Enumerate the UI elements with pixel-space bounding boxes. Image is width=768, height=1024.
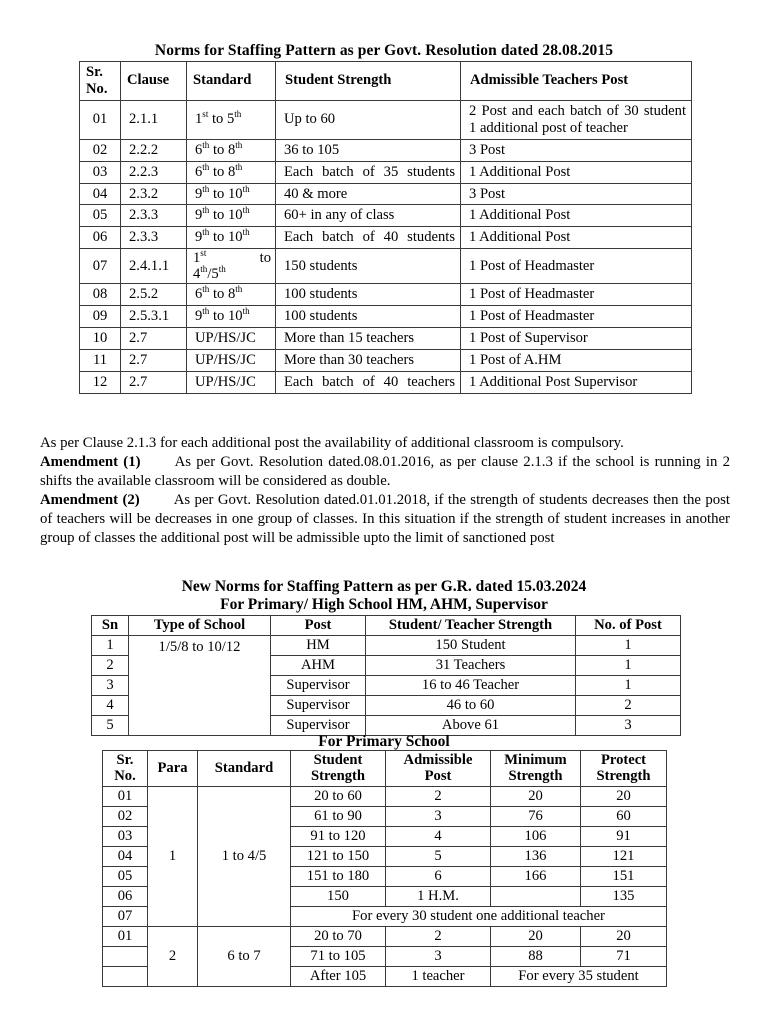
cell-admissible-post: 6 [386, 866, 491, 886]
amendment-1-label: Amendment (1) [40, 454, 141, 470]
cell-post: Supervisor [271, 695, 366, 715]
cell-sn: 3 [92, 675, 129, 695]
table-row [80, 227, 692, 249]
cell-student-strength: 91 to 120 [291, 826, 386, 846]
cell-no-of-post: 1 [576, 655, 681, 675]
cell-student-strength: 150 students [276, 249, 461, 284]
cell-clause: 2.7 [121, 372, 187, 394]
cell-no-of-post: 2 [576, 695, 681, 715]
cell-sr-no: 07 [103, 906, 148, 926]
cell-admissible-teachers-post: 2 Post and each batch of 30 student 1 additional post of teacher [461, 100, 692, 139]
cell-sr-no: 06 [80, 227, 121, 249]
cell-clause: 2.7 [121, 328, 187, 350]
cell-protect-strength: 91 [581, 826, 667, 846]
cell-admissible-post: 2 [386, 786, 491, 806]
primary-school-table [102, 750, 667, 987]
cell-admissible-teachers-post: 3 Post [461, 139, 692, 161]
table-header-row [80, 62, 692, 101]
cell-sr-no: 08 [80, 284, 121, 306]
table-row [80, 139, 692, 161]
cell-admissible-teachers-post: 1 Post of A.HM [461, 350, 692, 372]
cell-post: HM [271, 635, 366, 655]
clause-note: As per Clause 2.1.3 for each additional post the availability of additional classroom is compulsory. [40, 435, 624, 451]
cell-sr-no [103, 946, 148, 966]
column-header-type-of-school: Type of School [129, 616, 271, 636]
cell-student-strength: 71 to 105 [291, 946, 386, 966]
cell-student-strength: After 105 [291, 966, 386, 986]
cell-clause: 2.5.2 [121, 284, 187, 306]
table-header-row [92, 616, 681, 636]
cell-standard: 1 to 4/5 [198, 786, 291, 926]
cell-sr-no: 02 [103, 806, 148, 826]
cell-admissible-teachers-post: 1 Additional Post Supervisor [461, 372, 692, 394]
sr-no-line1: Sr. [116, 752, 134, 768]
cell-admissible-post: 1 H.M. [386, 886, 491, 906]
cell-sr-no: 07 [80, 249, 121, 284]
cell-admissible-post: 3 [386, 946, 491, 966]
cell-sr-no: 11 [80, 350, 121, 372]
amendment-2-label: Amendment (2) [40, 492, 140, 508]
column-header-minimum-strength [491, 751, 581, 787]
cell-every-35-student-note: For every 35 student [491, 966, 667, 986]
protect-strength-line1: Protect [600, 752, 647, 768]
cell-admissible-teachers-post: 1 Additional Post [461, 205, 692, 227]
cell-standard: 1st to 4th/5th [187, 249, 276, 284]
table-row [103, 926, 667, 946]
cell-minimum-strength: 76 [491, 806, 581, 826]
sr-no-line2: No. [86, 80, 108, 97]
cell-group-note: For every 30 student one additional teacher [291, 906, 667, 926]
cell-standard: 9th to 10th [187, 306, 276, 328]
page-title: Norms for Staffing Pattern as per Govt. Resolution dated 28.08.2015 [154, 42, 614, 59]
cell-clause: 2.2.2 [121, 139, 187, 161]
cell-student-strength: 100 students [276, 284, 461, 306]
cell-protect-strength: 121 [581, 846, 667, 866]
cell-clause: 2.4.1.1 [121, 249, 187, 284]
cell-type-of-school: 1/5/8 to 10/12 [129, 635, 271, 735]
cell-protect-strength: 20 [581, 926, 667, 946]
cell-standard: UP/HS/JC [187, 328, 276, 350]
protect-strength-line2: Strength [596, 768, 651, 785]
cell-admissible-teachers-post: 1 Post of Headmaster [461, 306, 692, 328]
cell-student-strength: 20 to 60 [291, 786, 386, 806]
cell-student-strength: 61 to 90 [291, 806, 386, 826]
cell-sr-no: 01 [80, 100, 121, 139]
table-row [92, 635, 681, 655]
cell-sr-no: 05 [103, 866, 148, 886]
cell-student-strength: Each batch of 40 teachers [276, 372, 461, 394]
table-row [80, 284, 692, 306]
cell-admissible-post: 5 [386, 846, 491, 866]
cell-minimum-strength: 166 [491, 866, 581, 886]
cell-sn: 1 [92, 635, 129, 655]
cell-admissible-teachers-post: 1 Additional Post [461, 161, 692, 183]
cell-sr-no: 03 [103, 826, 148, 846]
cell-sr-no: 04 [103, 846, 148, 866]
cell-protect-strength: 151 [581, 866, 667, 886]
cell-sr-no: 04 [80, 183, 121, 205]
cell-admissible-teachers-post: 1 Post of Supervisor [461, 328, 692, 350]
table-header-row [103, 751, 667, 787]
cell-standard: 9th to 10th [187, 183, 276, 205]
column-header-student-teacher-strength: Student/ Teacher Strength [366, 616, 576, 636]
cell-sn: 5 [92, 715, 129, 735]
cell-minimum-strength: 106 [491, 826, 581, 846]
cell-standard: 6 to 7 [198, 926, 291, 986]
column-header-sr-no [103, 751, 148, 787]
cell-student-strength: 121 to 150 [291, 846, 386, 866]
amendment-2-paragraph [40, 491, 730, 548]
column-header-standard: Standard [198, 751, 291, 787]
cell-standard: 9th to 10th [187, 227, 276, 249]
cell-sn: 2 [92, 655, 129, 675]
table-row [80, 183, 692, 205]
cell-post: Supervisor [271, 675, 366, 695]
staffing-norms-2015-table-wrapper [79, 61, 692, 394]
cell-student-strength: Each batch of 40 students [276, 227, 461, 249]
cell-minimum-strength: 136 [491, 846, 581, 866]
cell-clause: 2.7 [121, 350, 187, 372]
cell-student-strength: Each batch of 35 students [276, 161, 461, 183]
cell-protect-strength: 20 [581, 786, 667, 806]
cell-student-teacher-strength: 31 Teachers [366, 655, 576, 675]
cell-student-strength: 20 to 70 [291, 926, 386, 946]
cell-sr-no: 02 [80, 139, 121, 161]
cell-admissible-teachers-post: 1 Post of Headmaster [461, 284, 692, 306]
primary-school-table-wrapper [102, 750, 667, 987]
cell-sr-no: 03 [80, 161, 121, 183]
cell-student-strength: 100 students [276, 306, 461, 328]
admissible-post-line1: Admissible [403, 752, 473, 768]
cell-post: AHM [271, 655, 366, 675]
cell-clause: 2.5.3.1 [121, 306, 187, 328]
cell-sr-no: 01 [103, 926, 148, 946]
table-row [80, 161, 692, 183]
column-header-clause: Clause [121, 62, 187, 101]
sr-no-line1: Sr. [86, 64, 103, 80]
table-row [80, 372, 692, 394]
cell-student-teacher-strength: Above 61 [366, 715, 576, 735]
column-header-standard: Standard [187, 62, 276, 101]
cell-para: 1 [148, 786, 198, 926]
cell-admissible-post: 4 [386, 826, 491, 846]
cell-sr-no: 12 [80, 372, 121, 394]
cell-admissible-post: 1 teacher [386, 966, 491, 986]
section-2-title: New Norms for Staffing Pattern as per G.R. dated 15.03.2024 [181, 578, 587, 595]
cell-student-strength: 151 to 180 [291, 866, 386, 886]
cell-standard: 1st to 5th [187, 100, 276, 139]
column-header-student-strength: Student Strength [276, 62, 461, 101]
cell-no-of-post: 1 [576, 635, 681, 655]
cell-sr-no: 06 [103, 886, 148, 906]
cell-student-strength: 36 to 105 [276, 139, 461, 161]
cell-student-strength: 60+ in any of class [276, 205, 461, 227]
cell-student-strength: 40 & more [276, 183, 461, 205]
student-strength-line1: Student [313, 752, 363, 768]
amendment-2-text: As per Govt. Resolution dated.01.01.2018, if the strength of students decreases then the post of teachers will be decreases in one group of classes. In this situation if the strength of student increases in another group of classes the additional post will be admissible upto the limit of sanctioned post [40, 492, 730, 546]
cell-admissible-teachers-post: 1 Post of Headmaster [461, 249, 692, 284]
cell-student-strength: More than 30 teachers [276, 350, 461, 372]
table-row [80, 306, 692, 328]
hm-ahm-supervisor-table [91, 615, 681, 736]
cell-student-teacher-strength: 16 to 46 Teacher [366, 675, 576, 695]
column-header-admissible-teachers-post: Admissible Teachers Post [461, 62, 692, 101]
hm-ahm-supervisor-table-wrapper [91, 615, 681, 736]
column-header-admissible-post [386, 751, 491, 787]
cell-sn: 4 [92, 695, 129, 715]
cell-sr-no: 05 [80, 205, 121, 227]
cell-standard: 6th to 8th [187, 139, 276, 161]
cell-minimum-strength [491, 886, 581, 906]
cell-protect-strength: 60 [581, 806, 667, 826]
table-row [80, 350, 692, 372]
cell-admissible-post: 3 [386, 806, 491, 826]
cell-standard: 9th to 10th [187, 205, 276, 227]
cell-sr-no: 09 [80, 306, 121, 328]
cell-student-teacher-strength: 150 Student [366, 635, 576, 655]
cell-student-teacher-strength: 46 to 60 [366, 695, 576, 715]
cell-protect-strength: 71 [581, 946, 667, 966]
column-header-protect-strength [581, 751, 667, 787]
table-row [80, 205, 692, 227]
minimum-strength-line1: Minimum [504, 752, 567, 768]
sr-no-line2: No. [114, 768, 136, 785]
cell-admissible-post: 2 [386, 926, 491, 946]
cell-sr-no: 10 [80, 328, 121, 350]
cell-protect-strength: 135 [581, 886, 667, 906]
cell-clause: 2.2.3 [121, 161, 187, 183]
notes-block [40, 434, 730, 548]
column-header-student-strength [291, 751, 386, 787]
cell-minimum-strength: 20 [491, 786, 581, 806]
admissible-post-line2: Post [424, 768, 452, 785]
column-header-sr-no [80, 62, 121, 101]
cell-clause: 2.3.3 [121, 205, 187, 227]
column-header-no-of-post: No. of Post [576, 616, 681, 636]
cell-admissible-teachers-post: 1 Additional Post [461, 227, 692, 249]
column-header-para: Para [148, 751, 198, 787]
student-strength-line2: Strength [310, 768, 366, 785]
column-header-post: Post [271, 616, 366, 636]
cell-minimum-strength: 88 [491, 946, 581, 966]
column-header-sn: Sn [92, 616, 129, 636]
cell-clause: 2.3.3 [121, 227, 187, 249]
amendment-1-text: As per Govt. Resolution dated.08.01.2016, as per clause 2.1.3 if the school is running in 2 shifts the available classroom will be considered as double. [40, 454, 730, 489]
cell-student-strength: Up to 60 [276, 100, 461, 139]
cell-standard: UP/HS/JC [187, 372, 276, 394]
section-2-subtitle: For Primary/ High School HM, AHM, Supervisor [220, 596, 548, 613]
cell-no-of-post: 3 [576, 715, 681, 735]
cell-post: Supervisor [271, 715, 366, 735]
minimum-strength-line2: Strength [508, 768, 563, 785]
table-row [80, 100, 692, 139]
cell-clause: 2.3.2 [121, 183, 187, 205]
cell-no-of-post: 1 [576, 675, 681, 695]
section-3-title: For Primary School [318, 733, 450, 750]
cell-clause: 2.1.1 [121, 100, 187, 139]
staffing-norms-2015-table [79, 61, 692, 394]
cell-sr-no [103, 966, 148, 986]
amendment-1-paragraph [40, 453, 730, 491]
cell-sr-no: 01 [103, 786, 148, 806]
cell-standard: 6th to 8th [187, 284, 276, 306]
cell-student-strength: More than 15 teachers [276, 328, 461, 350]
cell-admissible-teachers-post: 3 Post [461, 183, 692, 205]
cell-minimum-strength: 20 [491, 926, 581, 946]
table-row [80, 328, 692, 350]
cell-standard: 6th to 8th [187, 161, 276, 183]
cell-para: 2 [148, 926, 198, 986]
cell-student-strength: 150 [291, 886, 386, 906]
table-row [103, 786, 667, 806]
table-row [80, 249, 692, 284]
cell-standard: UP/HS/JC [187, 350, 276, 372]
